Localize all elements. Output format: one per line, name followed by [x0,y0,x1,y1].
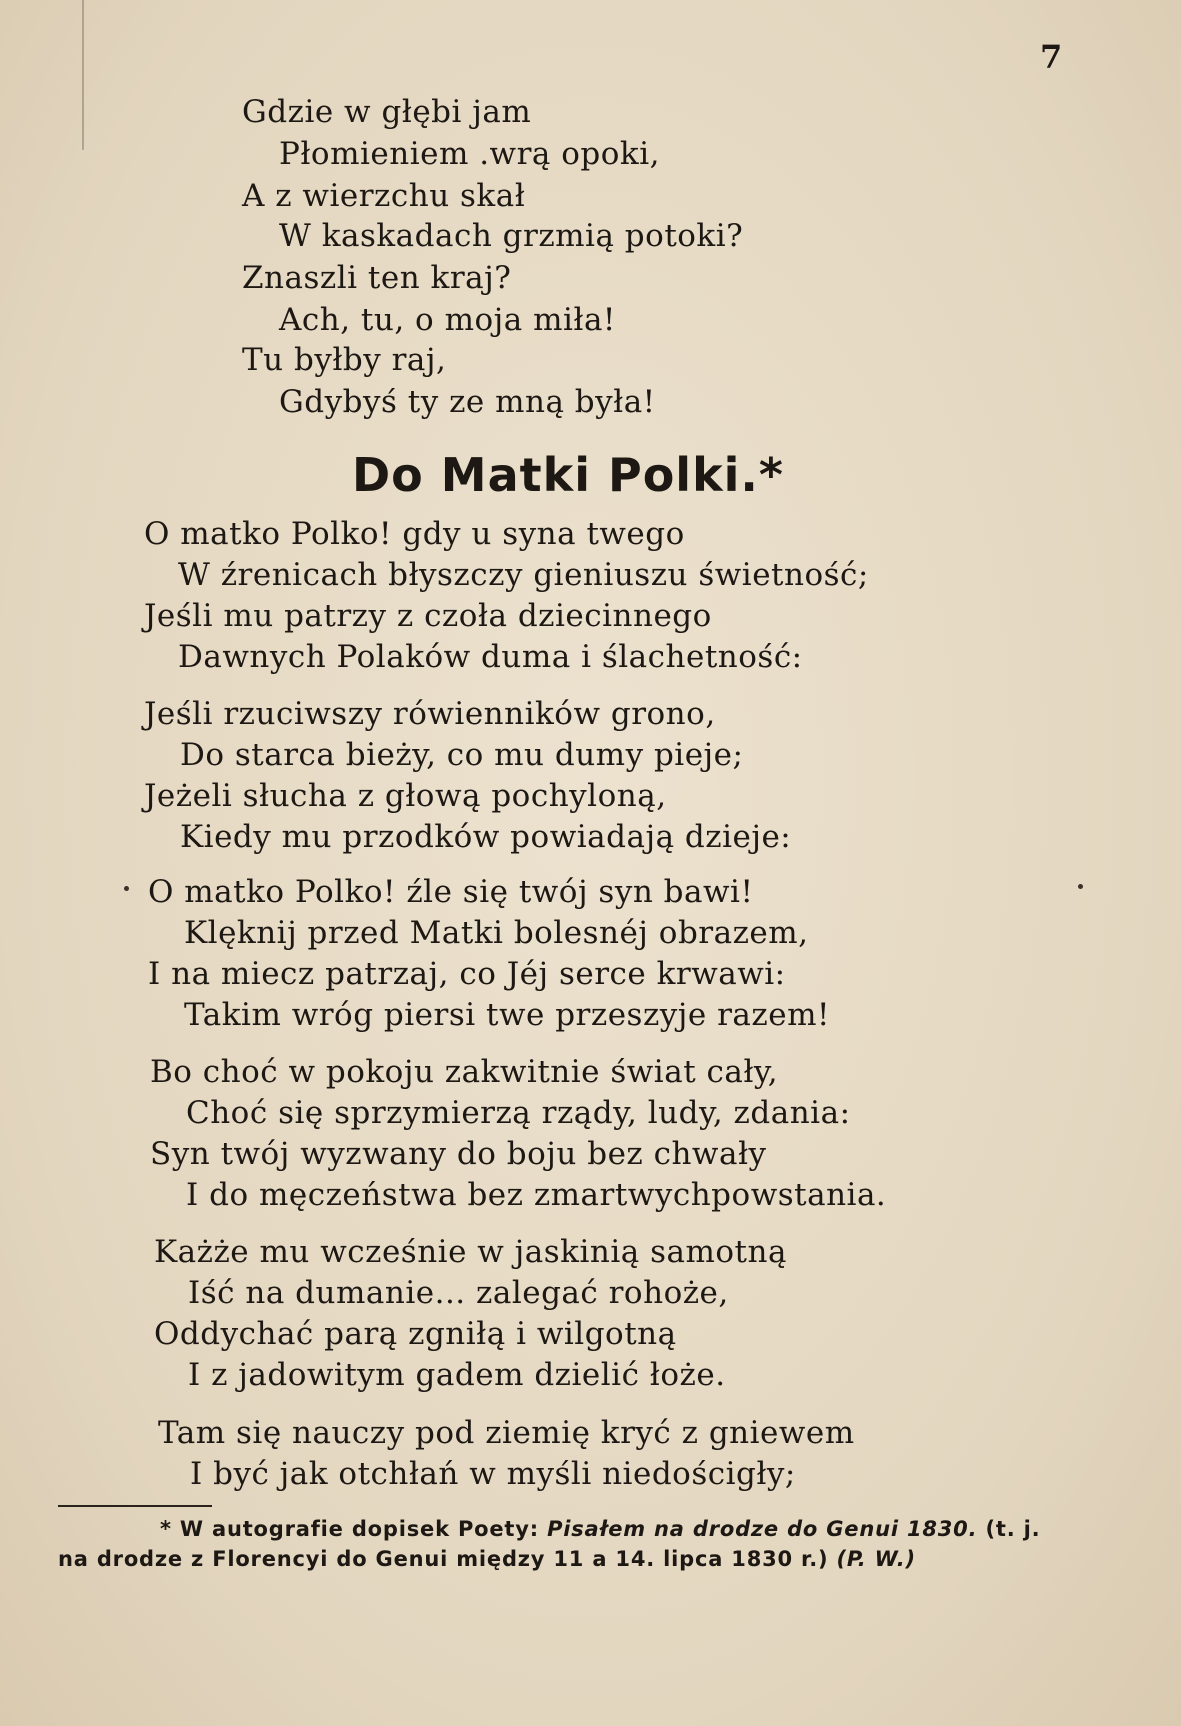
footnote-rule [58,1505,212,1507]
footnote-line-2 [58,1547,1118,1571]
verse-line: Dawnych Polaków duma i ślachetność: [178,639,803,675]
verse-line: Choć się sprzymierzą rządy, ludy, zdania: [186,1095,851,1131]
verse-line: I być jak otchłań w myśli niedościgły; [190,1456,796,1492]
verse-line: Takim wróg piersi twe przeszyje razem! [184,997,830,1033]
verse-line: W źrenicach błyszczy gieniuszu świetność; [178,557,869,593]
verse-line: Tam się nauczy pod ziemię kryć z gniewem [158,1415,855,1451]
footnote-text: (t. j. [985,1517,1041,1541]
poem-title: Do Matki Polki.* [352,448,784,502]
verse-line: A z wierzchu skał [242,178,526,214]
page-number: 7 [1040,38,1063,76]
verse-line: O matko Polko! źle się twój syn bawi! [148,874,754,910]
verse-line: O matko Polko! gdy u syna twego [144,516,685,552]
verse-line: Jeżeli słucha z głową pochyloną, [144,778,667,814]
verse-line: Płomieniem .wrą opoki, [279,136,660,172]
verse-line: Jeśli mu patrzy z czoła dziecinnego [144,598,712,634]
verse-line: Tu byłby raj, [242,342,447,378]
verse-line: I na miecz patrzaj, co Jéj serce krwawi: [148,956,786,992]
verse-line: I do męczeństwa bez zmartwychpowstania. [186,1177,887,1213]
footnote-text: na drodze z Florencyi do Genui między 11 a 14. lipca 1830 r.) [58,1547,829,1571]
verse-line: Gdybyś ty ze mną była! [279,384,656,420]
verse-line: Znaszli ten kraj? [242,260,512,296]
footnote-signature: (P. W.) [836,1547,916,1571]
verse-line: Każże mu wcześnie w jaskinią samotną [154,1234,787,1270]
verse-line: Jeśli rzuciwszy rówienników grono, [144,696,716,732]
verse-line: Ach, tu, o moja miła! [279,302,616,338]
footnote-marker: * [160,1517,172,1541]
verse-line: Gdzie w głębi jam [242,94,532,130]
verse-line: Syn twój wyzwany do boju bez chwały [150,1136,767,1172]
verse-line: W kaskadach grzmią potoki? [279,218,744,254]
footnote-text: W autografie dopisek Poety: [179,1517,539,1541]
verse-line: Do starca bieży, co mu dumy pieje; [180,737,744,773]
verse-line: Kiedy mu przodków powiadają dzieje: [180,819,792,855]
page-edge-mark [82,0,84,150]
verse-line: Oddychać parą zgniłą i wilgotną [154,1316,677,1352]
print-speck [124,886,129,891]
footnote-quote: Pisałem na drodze do Genui 1830. [547,1517,978,1541]
verse-line: Iść na dumanie... zalegać rohoże, [188,1275,729,1311]
verse-line: Bo choć w pokoju zakwitnie świat cały, [150,1054,779,1090]
print-speck [1078,884,1083,889]
verse-line: I z jadowitym gadem dzielić łoże. [188,1357,726,1393]
verse-line: Klęknij przed Matki bolesnéj obrazem, [184,915,809,951]
footnote-line-1 [160,1517,1181,1541]
